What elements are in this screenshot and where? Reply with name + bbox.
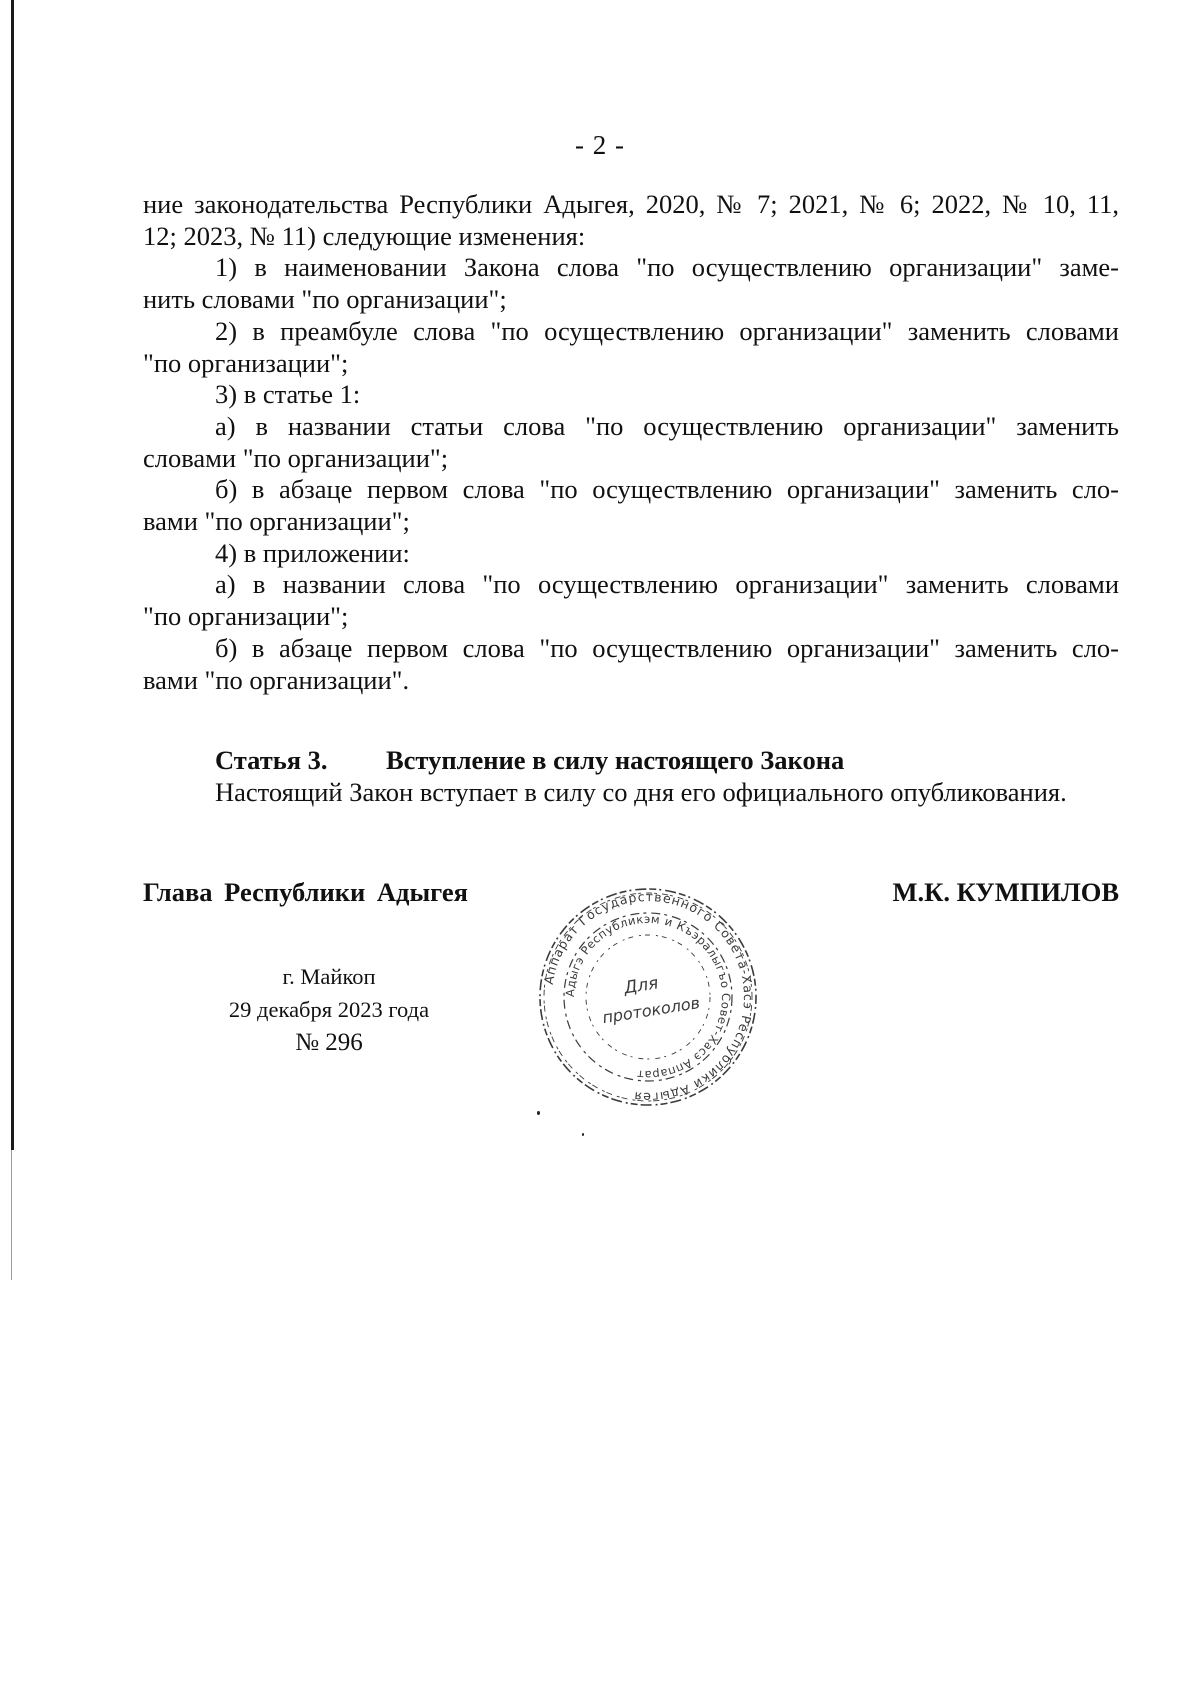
paragraph-item-2-line1: 2) в преамбуле слова "по осуществлению организации" заменить словами <box>215 315 1119 346</box>
paragraph-item-1-line1: 1) в наименовании Закона слова "по осуществлению организации" заме- <box>215 252 1119 283</box>
stamp-outer-text: Аппарат Государственного Совета-Хасэ Республики Адыгея <box>540 888 757 1106</box>
stamp-center-line1: Для <box>622 973 660 999</box>
paragraph-item-3b-line1: б) в абзаце первом слова "по осуществлению организации" заменить сло- <box>215 474 1119 505</box>
paragraph-item-2-line2: "по организации"; <box>143 347 349 378</box>
scan-speck <box>582 1133 584 1136</box>
stamp-inner-text: Адыгэ Республикэм и Къэралыгъо Совет-Хасэ Аппарат <box>562 911 734 1083</box>
paragraph-item-3a-line1: а) в названии статьи слова "по осуществлению организации" заменить <box>215 410 1119 441</box>
paragraph-item-1-line2: нить словами "по организации"; <box>143 284 507 315</box>
page-number: - 2 - <box>575 130 625 160</box>
paragraph-item-3b-line2: вами "по организации"; <box>143 506 410 537</box>
article-3-title: Вступление в силу настоящего Закона <box>386 745 845 775</box>
article-3-heading <box>215 745 844 776</box>
paragraph-item-3: 3) в статье 1: <box>215 379 361 410</box>
paragraph-item-3a-line2: словами "по организации"; <box>143 442 449 473</box>
paragraph-item-4a-line1: а) в названии слова "по осуществлению организации" заменить словами <box>215 569 1119 600</box>
law-number: № 296 <box>295 1029 363 1056</box>
scan-edge-line <box>11 0 14 1150</box>
amendments-text <box>143 189 1119 696</box>
article-3-text: Настоящий Закон вступает в силу со дня его официального опубликования. <box>215 777 1067 807</box>
paragraph-intro-line2: 12; 2023, № 11) следующие изменения: <box>143 220 586 251</box>
scan-speck <box>537 1111 540 1115</box>
stamp-center-line2: протоколов <box>601 993 702 1028</box>
city: г. Майкоп <box>282 964 376 989</box>
scan-edge-line-faint <box>11 1150 12 1280</box>
article-3-number: Статья 3. <box>215 745 328 775</box>
signatory-name: М.К. КУМПИЛОВ <box>892 877 1119 907</box>
place-date-block <box>214 960 444 1059</box>
paragraph-item-4a-line2: "по организации"; <box>143 601 349 632</box>
signatory-position: Глава Республики Адыгея <box>143 877 468 907</box>
paragraph-item-4b-line1: б) в абзаце первом слова "по осуществлению организации" заменить сло- <box>215 632 1119 663</box>
date: 29 декабря 2023 года <box>228 997 430 1022</box>
official-stamp <box>533 882 763 1112</box>
paragraph-item-4: 4) в приложении: <box>215 537 410 568</box>
paragraph-intro-line1: ние законодательства Республики Адыгея, 2020, № 7; 2021, № 6; 2022, № 10, 11, <box>143 189 1119 219</box>
paragraph-item-4b-line2: вами "по организации". <box>143 664 410 695</box>
